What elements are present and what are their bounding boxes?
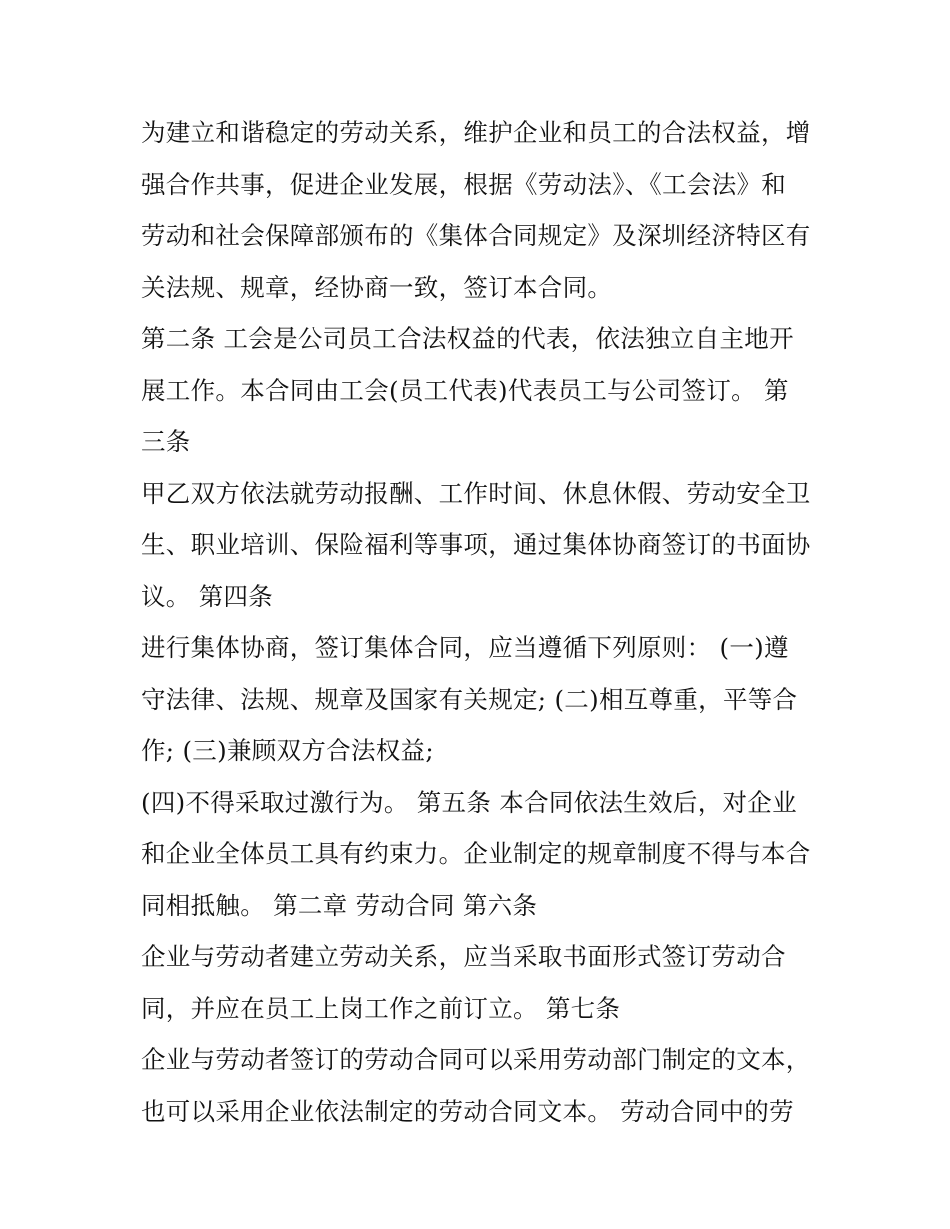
text-line-8: 甲乙双方依法就劳动报酬、工作时间、休息休假、劳动安全卫 xyxy=(141,478,811,508)
text-line-19: 企业与劳动者签订的劳动合同可以采用劳动部门制定的文本， xyxy=(141,1045,811,1074)
text-line-4: 关法规、规章，经协商一致，签订本合同。 xyxy=(141,272,613,302)
text-line-18: 同，并应在员工上岗工作之前订立。 第七条 xyxy=(141,993,621,1023)
text-line-2: 强合作共事，促进企业发展，根据《劳动法》、《工会法》和 xyxy=(141,169,787,199)
text-line-5: 第二条 工会是公司员工合法权益的代表，依法独立自主地开 xyxy=(141,324,794,353)
text-line-20: 也可以采用企业依法制定的劳动合同文本。 劳动合同中的劳 xyxy=(141,1096,794,1126)
text-line-14: (四)不得采取过激行为。 第五条 本合同依法生效后，对企业 xyxy=(141,787,797,817)
text-line-15: 和企业全体员工具有约束力。企业制定的规章制度不得与本合 xyxy=(141,839,811,868)
text-line-3: 劳动和社会保障部颁布的《集体合同规定》及深圳经济特区有 xyxy=(141,221,811,250)
text-line-7: 三条 xyxy=(141,427,191,456)
text-line-13: 作; (三)兼顾双方合法权益; xyxy=(141,736,434,765)
text-line-11: 进行集体协商，签订集体合同，应当遵循下列原则： (一)遵 xyxy=(141,633,789,662)
text-line-10: 议。 第四条 xyxy=(141,581,274,611)
document-body xyxy=(141,107,821,1137)
text-line-9: 生、职业培训、保险福利等事项，通过集体协商签订的书面协 xyxy=(141,530,811,559)
text-line-17: 企业与劳动者建立劳动关系，应当采取书面形式签订劳动合 xyxy=(141,942,786,971)
text-line-12: 守法律、法规、规章及国家有关规定; (二)相互尊重，平等合 xyxy=(141,684,798,714)
text-line-6: 展工作。本合同由工会(员工代表)代表员工与公司签订。 第 xyxy=(141,375,789,405)
text-line-1: 为建立和谐稳定的劳动关系，维护企业和员工的合法权益，增 xyxy=(141,118,811,147)
text-line-16: 同相抵触。 第二章 劳动合同 第六条 xyxy=(141,890,538,920)
